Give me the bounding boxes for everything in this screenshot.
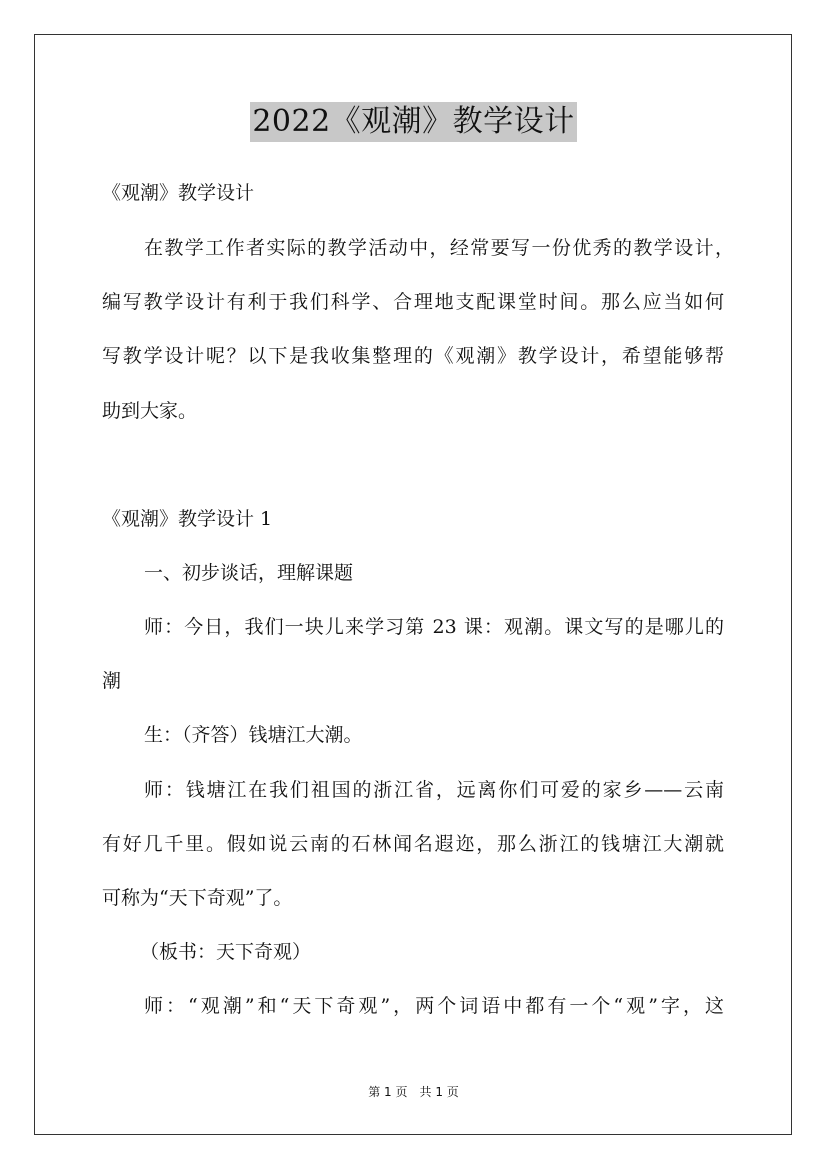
para3-line-2: 有好几千里。假如说云南的石林闻名遐迩，那么浙江的钱塘江大潮就 bbox=[102, 833, 724, 855]
subtitle: 《观潮》教学设计 bbox=[102, 182, 255, 204]
para5: 师：“观潮”和“天下奇观”，两个词语中都有一个“观”字，这 bbox=[144, 995, 724, 1017]
section-heading: 《观潮》教学设计 1 bbox=[102, 508, 273, 530]
intro-line-4: 助到大家。 bbox=[102, 400, 198, 422]
intro-line-2: 编写教学设计有利于我们科学、合理地支配课堂时间。那么应当如何 bbox=[102, 291, 724, 313]
para1-line-2: 潮 bbox=[102, 670, 122, 692]
para3-line-1: 师：钱塘江在我们祖国的浙江省，远离你们可爱的家乡——云南 bbox=[144, 779, 724, 801]
para1-line-1: 师：今日，我们一块儿来学习第 23 课：观潮。课文写的是哪儿的 bbox=[144, 616, 724, 638]
intro-line-1: 在教学工作者实际的教学活动中，经常要写一份优秀的教学设计， bbox=[144, 237, 734, 259]
step-heading: 一、初步谈话，理解课题 bbox=[144, 562, 354, 584]
intro-line-3: 写教学设计呢？以下是我收集整理的《观潮》教学设计，希望能够帮 bbox=[102, 345, 724, 367]
para3-line-3: 可称为“天下奇观”了。 bbox=[102, 887, 293, 909]
document-title: 2022《观潮》教学设计 bbox=[250, 102, 576, 142]
para2: 生：（齐答）钱塘江大潮。 bbox=[144, 724, 363, 746]
para4: （板书：天下奇观） bbox=[140, 941, 312, 963]
page-footer: 第 1 页 共 1 页 bbox=[368, 1085, 459, 1099]
title-container bbox=[0, 102, 827, 142]
